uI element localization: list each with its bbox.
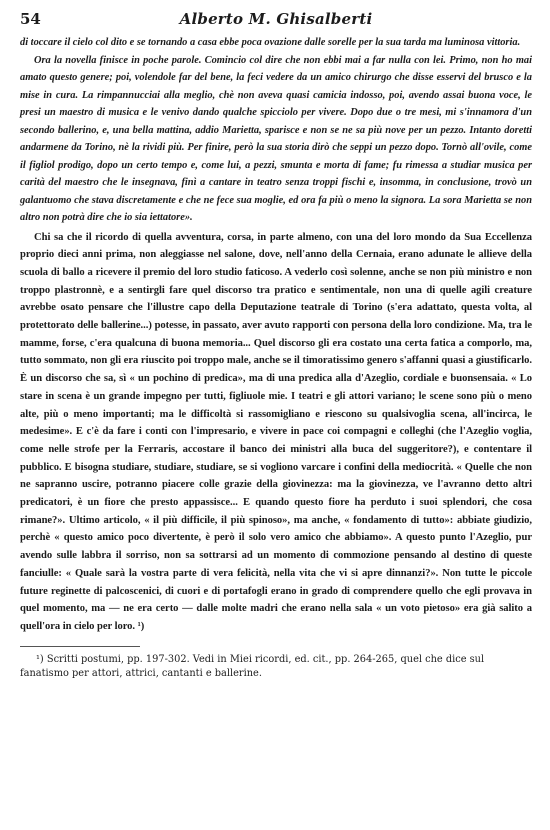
book-page xyxy=(20,10,532,681)
quoted-paragraph-1: di toccare il cielo col dito e se tornando a casa ebbe poca ovazione dalle sorelle per la sua tarda ma luminosa vittoria. xyxy=(20,37,521,48)
body-paragraph: Chi sa che il ricordo di quella avventura, corsa, in parte almeno, con una del loro mondo da Sua Eccellenza proprio dieci anni prima, non aleggiasse nel salone, dove, nell'anno della Cernaia, erano adunate le allieve della scuola di ballo a ricevere il premio del loro studio faticoso. A vederlo così solenne, anche se non più ministro e non troppo plastronnè, e a sentirgli fare quel discorso tra pratico e sentimentale, non una di quelle agili creature avrebbe osato pensare che l'illustre capo della Deputazione teatrale di Torino (s'era adattato, questa volta, al protettorato delle ballerine...) potesse, in passato, aver avuto rapporti con persona della loro condizione. Ma, tra le mamme, forse, c'era qualcuna di buona memoria... Quel discorso gli era costato una certa fatica a comporlo, ma, tutto sommato, non gli era riuscito poi troppo male, anche se il timoratissimo genero s'affanni quasi a giustificarlo. È un discorso che sa, sì « un pochino di predica», ma di una predica alla d'Azeglio, cordiale e buonsensaia. « Lo stare in scena è un grande impegno per tutti, figliuole mie. I teatri e gli attori variano; le scene sono più o meno alte, più o meno importanti; ma le difficoltà si rassomigliano e riescono su qualsivoglia scena, all'incirca, le medesime». E c'è da fare i conti con l'impresario, e vivere in pace coi compagni e colleghi (che l'Azeglio voglia, come nelle strofe per la Ferraris, accostare il banco dei ministri alla buca del suggeritore?), e contentare il pubblico. E bisogna studiare, studiare, studiare, se si vogliono varcare i confini della mediocrità. « Quelle che non ne sapranno uscire, potranno piacere colle grazie della giovinezza: ma la giovinezza, ve l'avranno detto altri predicatori, è un fiore che presto appassisce... E quando questo fiore ha perduto i suoi splendori, che cosa rimane?». Ultimo articolo, « il più difficile, il più spinoso», ma anche, « fondamento di tutto»: abbiate giudizio, perchè « questo amico poco divertente, è però il solo vero amico che abbiamo». A questo punto l'Azeglio, pur avendo sulle labbra il sorriso, non sa sottrarsi ad un momento di commozione pensando al destino di queste fanciulle: « Quale sarà la vostra parte di vera felicità, nella vita che vi si apre dinnanzi?». Non tutte le piccole future reginette di palcoscenici, di cuori e di portafogli erano in grado di comprendere quello che egli provava in quel momento, ma — ne era certo — dalle molte madri che erano nella sala « un voto pietoso» era già salito a quell'ora in cielo per loro. ¹) xyxy=(20,231,532,632)
footnote-separator xyxy=(20,646,140,647)
footnote xyxy=(20,653,532,681)
quoted-paragraph-2: Ora la novella finisce in poche parole. Comincio col dire che non ebbi mai a far nulla con lei. Primo, non ho mai amato questo genere; poi, volendole far del bene, la feci vedere da un amico chirurgo che disse esservi del brusco e la mise in cura. La rimpannucciai alla meglio, chè non aveva quasi camicia indosso, poi, avendo assai buona voce, le presi un maestro di musica e le venivo dando qualche spicciolo per vivere. Dopo due o tre mesi, mi s'innamora d'un secondo ballerino, e, una bella mattina, addio Marietta, sparisce e non se ne sa più nove per un pezzo. Intanto doretti andarmene da Torino, nè la rividi più. Per finire, però la sua storia dirò che seppi un pezzo dopo. Tornò all'ovile, come il figliol prodigo, dopo un certo tempo e, come lui, a pezzi, smunta e morta di fame; fu rimessa a studiar musica per carità del maestro che le insegnava, finì a cantare in teatro senza troppi fischi e, insomma, in conclusione, trovò un galantuomo che stava discretamente e che ne fece sua moglie, ed ora fa più o meno la signora. La sora Marietta se non altro non potrà dire che io sia iettatore». xyxy=(20,54,532,223)
page-number: 54 xyxy=(20,10,41,28)
quoted-passage xyxy=(20,34,532,227)
main-text xyxy=(20,229,532,636)
page-header xyxy=(20,10,532,34)
running-head: Alberto M. Ghisalberti xyxy=(179,10,373,28)
footnote-text: ¹) Scritti postumi, pp. 197-302. Vedi in Miei ricordi, ed. cit., pp. 264-265, quel che dice sul fanatismo per attori, attrici, cantanti e ballerine. xyxy=(20,653,485,679)
